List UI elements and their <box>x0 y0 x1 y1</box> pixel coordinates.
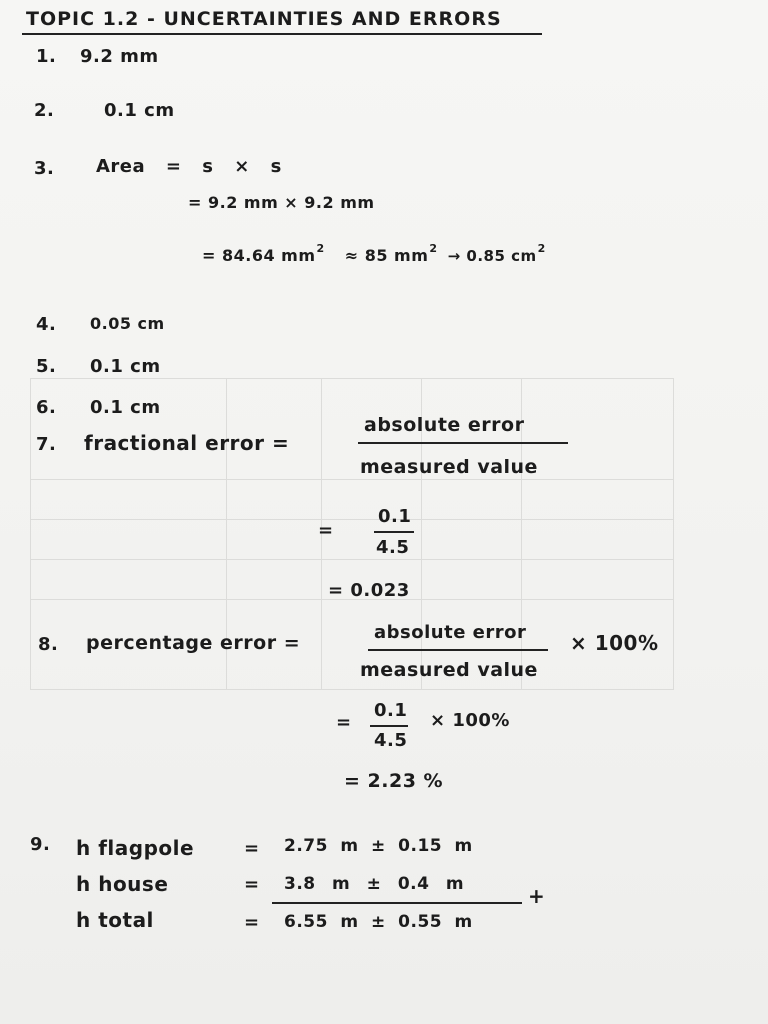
q8-step-numerator: 0.1 <box>374 700 408 721</box>
q8-times-100: × 100% <box>570 631 659 655</box>
q7-step-numerator: 0.1 <box>378 506 412 527</box>
q8-denominator: measured value <box>360 659 538 681</box>
q7-step-equals: = <box>318 520 334 541</box>
q8-step-denominator: 4.5 <box>374 730 408 751</box>
q4-answer: 0.05 cm <box>90 314 165 333</box>
q9-row-total-value: 6.55 m ± 0.55 m <box>284 912 473 932</box>
q9-row-house-label: h house <box>76 872 169 896</box>
q3-exp-1: 2 <box>316 242 325 255</box>
q3-exp-2: 2 <box>429 242 438 255</box>
q2-answer: 0.1 cm <box>104 100 175 121</box>
q9-row-house-value: 3.8 m ± 0.4 m <box>284 874 465 894</box>
q9-number: 9. <box>30 834 51 855</box>
q4-number: 4. <box>36 314 57 335</box>
q9-row-flagpole-value: 2.75 m ± 0.15 m <box>284 836 473 856</box>
q7-label: fractional error = <box>84 431 290 455</box>
q6-number: 6. <box>36 397 57 418</box>
q9-row-flagpole-equals: = <box>244 838 260 859</box>
q8-label: percentage error = <box>86 632 301 654</box>
q7-result: = 0.023 <box>328 580 410 601</box>
q3-result-converted: → 0.85 cm <box>447 247 537 265</box>
q8-result: = 2.23 % <box>344 770 444 792</box>
q9-row-flagpole-label: h flagpole <box>76 836 195 860</box>
q9-row-total-equals: = <box>244 912 260 933</box>
q3-number: 3. <box>34 158 55 179</box>
q9-row-house-equals: = <box>244 874 260 895</box>
q5-answer: 0.1 cm <box>90 356 161 377</box>
q5-number: 5. <box>36 356 57 377</box>
q1-answer: 9.2 mm <box>80 46 159 67</box>
q7-denominator: measured value <box>360 456 538 478</box>
q8-step-equals: = <box>336 712 352 733</box>
q3-area-formula: Area = s × s <box>96 156 282 177</box>
q9-row-total-label: h total <box>76 908 154 932</box>
q8-numerator: absolute error <box>374 622 527 643</box>
q7-step-denominator: 4.5 <box>376 537 410 558</box>
q3-result-line <box>202 242 546 265</box>
q8-step-fraction-bar <box>370 725 408 727</box>
q8-number: 8. <box>38 634 59 655</box>
page-title: TOPIC 1.2 - UNCERTAINTIES AND ERRORS <box>26 8 502 30</box>
q6-answer: 0.1 cm <box>90 397 161 418</box>
q7-fraction-bar <box>358 442 568 444</box>
q7-numerator: absolute error <box>364 414 525 436</box>
q3-result-exact: = 84.64 mm <box>202 246 316 265</box>
q2-number: 2. <box>34 100 55 121</box>
q9-plus-sign: + <box>528 884 546 908</box>
q1-number: 1. <box>36 46 57 67</box>
q3-substitution: = 9.2 mm × 9.2 mm <box>188 193 375 212</box>
q3-exp-3: 2 <box>537 242 546 255</box>
q8-fraction-bar <box>368 649 548 651</box>
q8-step-times-100: × 100% <box>430 710 510 731</box>
q9-sum-line <box>272 902 522 904</box>
q7-step-fraction-bar <box>374 531 414 533</box>
q3-result-rounded: ≈ 85 mm <box>344 246 429 265</box>
q7-number: 7. <box>36 434 57 455</box>
title-underline <box>22 33 542 35</box>
